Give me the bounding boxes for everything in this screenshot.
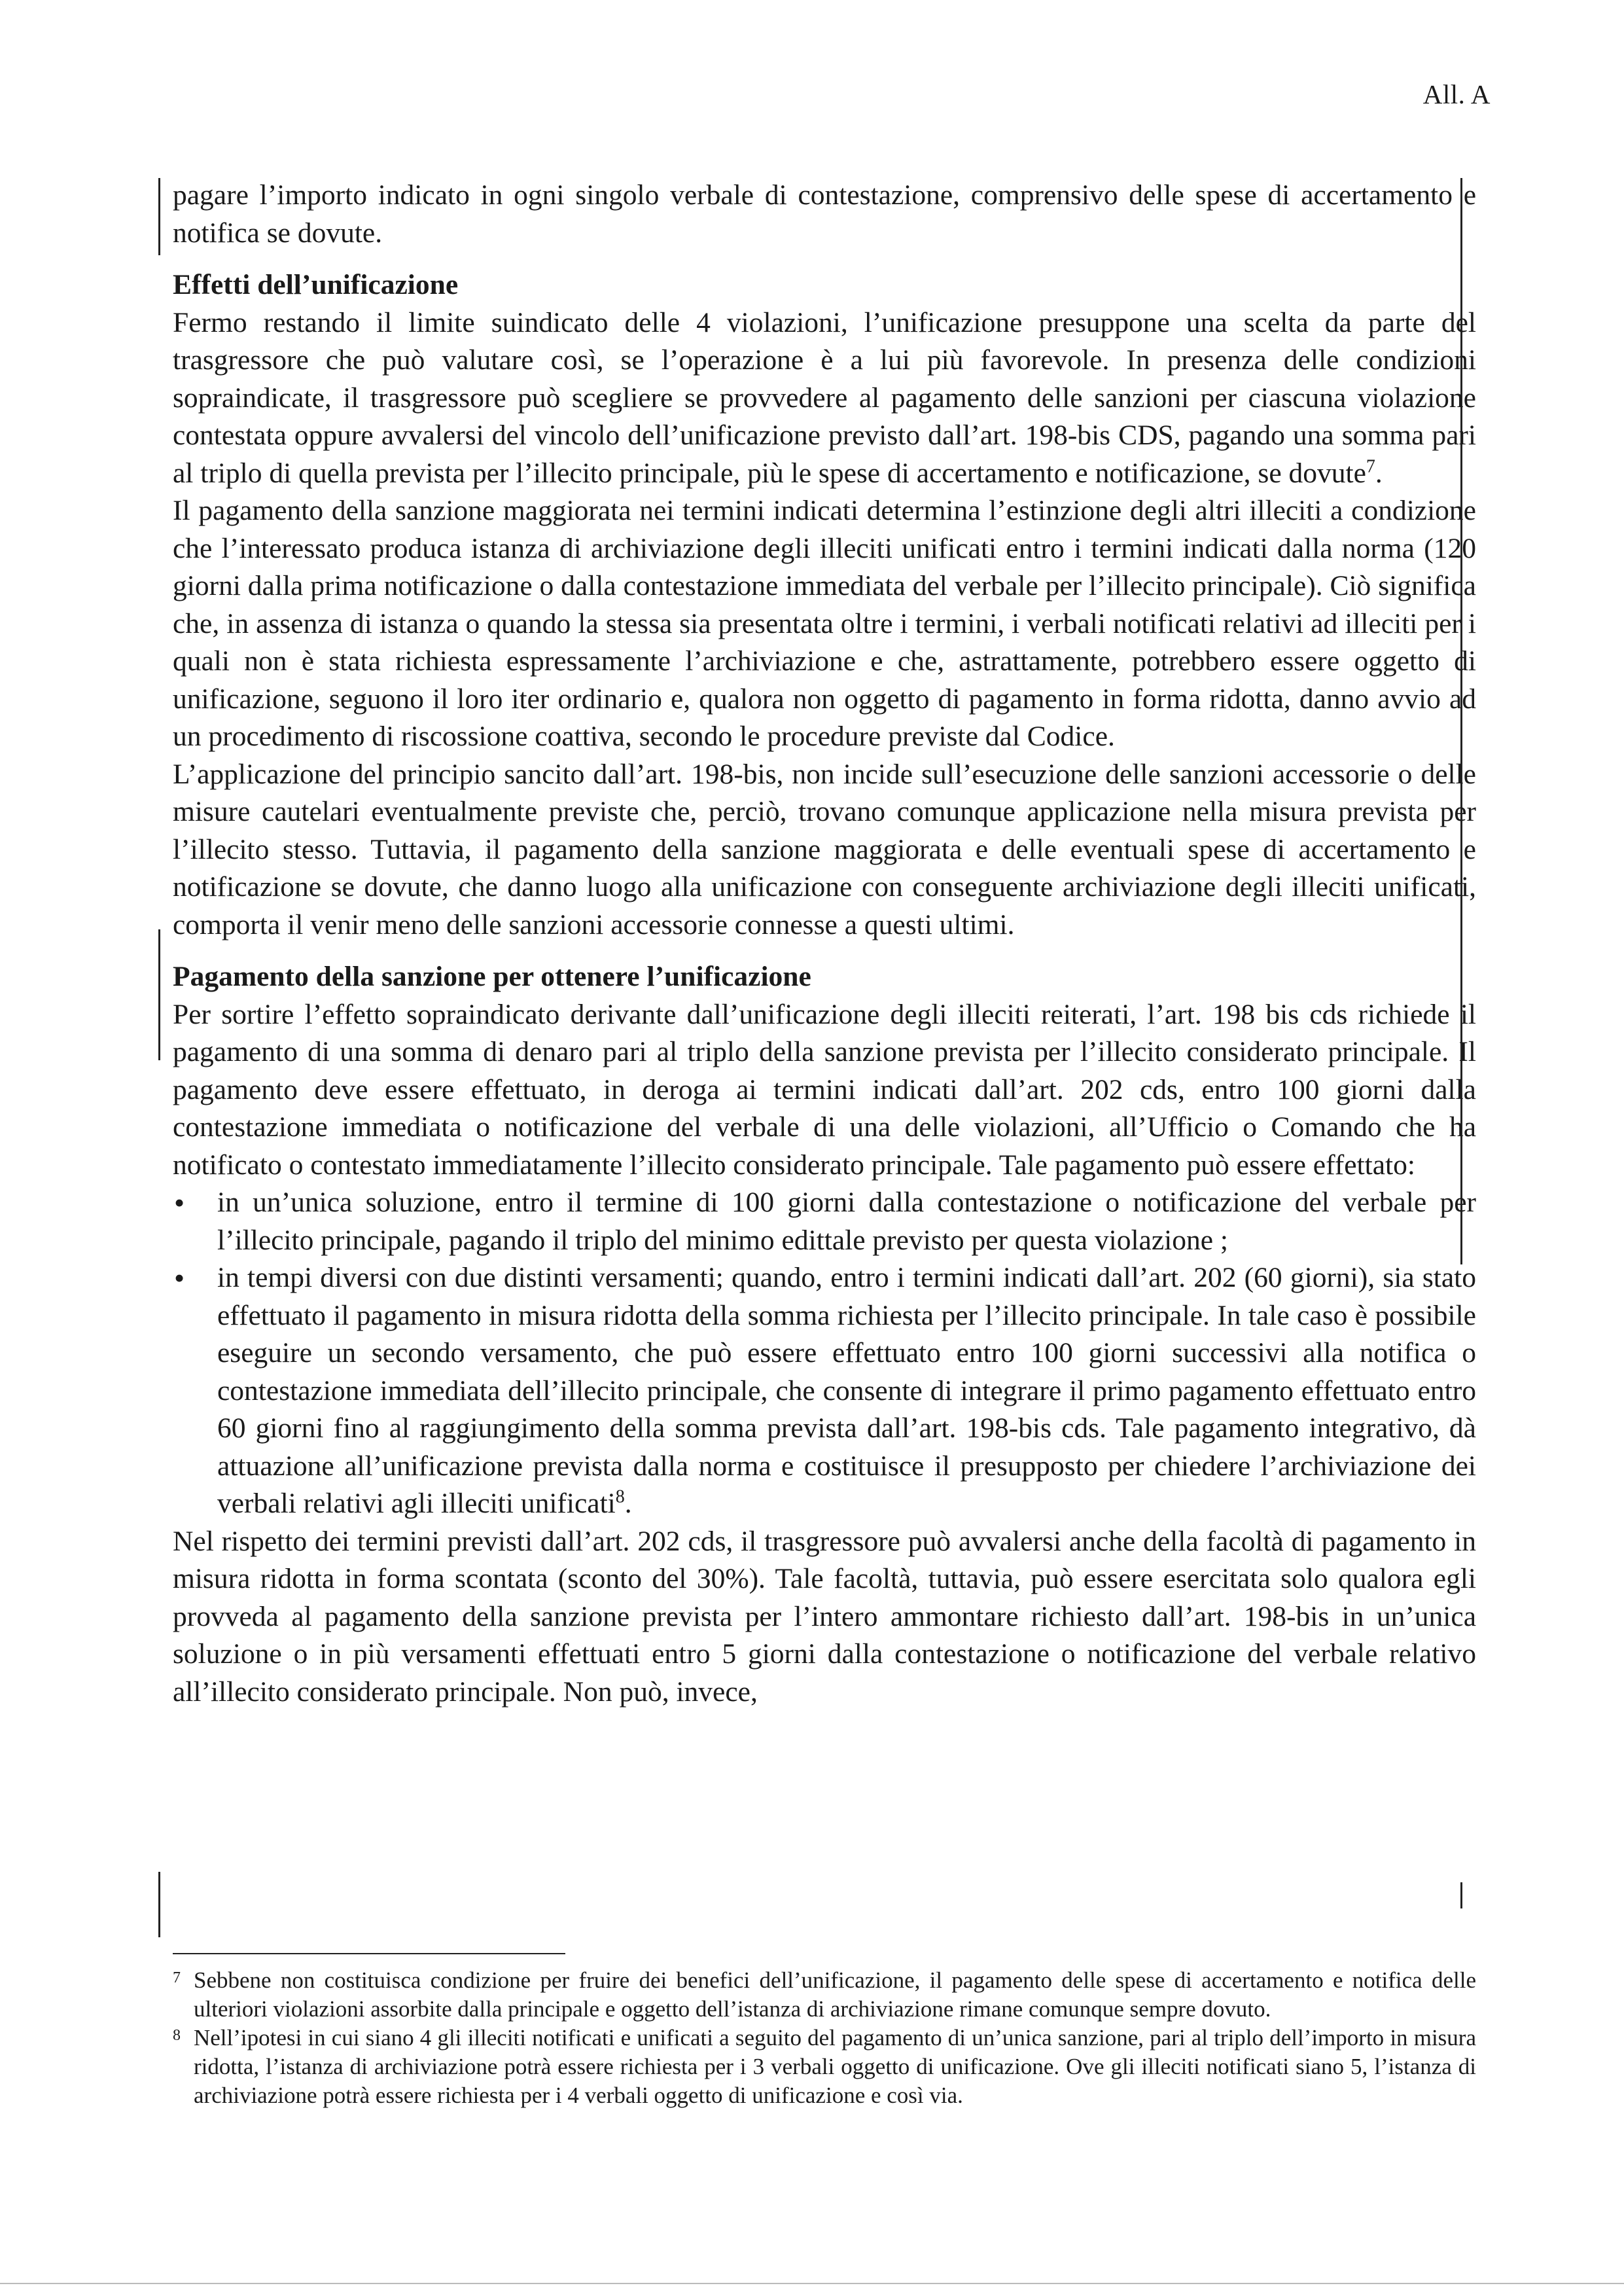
- footnote-ref-7[interactable]: 7: [1366, 456, 1375, 476]
- margin-bar-right: [1460, 1882, 1462, 1908]
- footnote-7: 7 Sebbene non costituisca condizione per fruire dei benefici dell’unificazione, il pagamento delle spese di accertamento e notifica delle ulteriori violazioni assorbite dalla principale e oggetto dell’istanza di archiviazione rimane comunque sempre dovuto.: [173, 1967, 1476, 2022]
- margin-bar-left: [158, 929, 160, 1060]
- document-body: [173, 177, 1476, 1711]
- page-header-label: All. A: [1422, 79, 1491, 109]
- paragraph: L’applicazione del principio sancito dall’art. 198-bis, non incide sull’esecuzione delle sanzioni accessorie o delle misure cautelari eventualmente previste che, perciò, trovano comunque applicazione nella misura prevista per l’illecito stesso. Tuttavia, il pagamento della sanzione maggiorata e delle eventuali spese di accertamento e notificazione se dovute, che danno luogo alla unificazione con conseguente archiviazione degli illeciti unificati, comporta il venir meno delle sanzioni accessorie connesse a questi ultimi.: [173, 758, 1476, 940]
- list-item: • in tempi diversi con due distinti versamenti; quando, entro i termini indicati dall’art. 202 (60 giorni), sia stato effettuato il pagamento in misura ridotta della somma richiesta per l’illecito principale. In tale caso è possibile eseguire un secondo versamento, che può essere effettuato entro 100 giorni successivi alla notifica o contestazione immediata dell’illecito principale, che consente di integrare il primo pagamento effettuato entro 60 giorni fino al raggiungimento della somma prevista dall’art. 198-bis cds. Tale pagamento integrativo, dà attuazione all’unificazione prevista dalla norma e costituisce il presupposto per chiedere l’archiviazione dei verbali relativi agli illeciti unificati$^8$.: [173, 1259, 1476, 1523]
- margin-bar-left: [158, 1872, 160, 1937]
- scan-edge-line: [0, 2283, 1624, 2284]
- footnote-ref-8[interactable]: 8: [615, 1486, 625, 1507]
- margin-bar-left: [158, 178, 160, 255]
- section-heading-pagamento: Pagamento della sanzione per ottenere l’unificazione: [173, 961, 811, 992]
- list-item: • in un’unica soluzione, entro il termine di 100 giorni dalla contestazione o notificazione del verbale per l’illecito principale, pagando il triplo del minimo edittale previsto per questa violazione ;: [173, 1184, 1476, 1259]
- footnotes: [173, 1966, 1476, 2110]
- footnote-separator: [173, 1953, 565, 1954]
- paragraph: Nel rispetto dei termini previsti dall’art. 202 cds, il trasgressore può avvalersi anche della facoltà di pagamento in misura ridotta in forma scontata (sconto del 30%). Tale facoltà, tuttavia, può essere esercitata solo qualora egli provveda al pagamento della sanzione prevista per l’intero ammontare richiesto dall’art. 198-bis in un’unica soluzione o in più versamenti effettuati entro 5 giorni dalla contestazione o notificazione del verbale relativo all’illecito considerato principale. Non può, invece,: [173, 1525, 1476, 1708]
- section-heading-effetti: Effetti dell’unificazione: [173, 269, 459, 300]
- paragraph: pagare l’importo indicato in ogni singolo verbale di contestazione, comprensivo delle spese di accertamento e notifica se dovute.: [173, 179, 1476, 249]
- paragraph: Fermo restando il limite suindicato delle 4 violazioni, l’unificazione presuppone una scelta da parte del trasgressore che può valutare così, se l’operazione è a lui più favorevole. In presenza delle condizioni sopraindicate, il trasgressore può scegliere se provvedere al pagamento delle sanzioni per ciascuna violazione contestata oppure avvalersi del vincolo dell’unificazione previsto dall’art. 198-bis CDS, pagando una somma pari al triplo di quella prevista per l’illecito principale, più le spese di accertamento e notificazione, se dovute$^7$.: [173, 306, 1476, 489]
- paragraph: Il pagamento della sanzione maggiorata nei termini indicati determina l’estinzione degli altri illeciti a condizione che l’interessato produca istanza di archiviazione degli illeciti unificati entro i termini indicati dalla norma (120 giorni dalla prima notificazione o dalla contestazione immediata del verbale per l’illecito principale). Ciò significa che, in assenza di istanza o quando la stessa sia presentata oltre i termini, i verbali notificati relativi ad illeciti per i quali non è stata richiesta espressamente l’archiviazione e che, astrattamente, potrebbero essere oggetto di unificazione, seguono il loro iter ordinario e, qualora non oggetto di pagamento in forma ridotta, danno avvio ad un procedimento di riscossione coattiva, secondo le procedure previste dal Codice.: [173, 495, 1476, 752]
- bullet-list: [173, 1184, 1476, 1523]
- paragraph: Per sortire l’effetto sopraindicato derivante dall’unificazione degli illeciti reiterati, l’art. 198 bis cds richiede il pagamento di una somma di denaro pari al triplo della sanzione prevista per l’illecito considerato principale. Il pagamento deve essere effettuato, in deroga ai termini indicati dall’art. 202 cds, entro 100 giorni dalla contestazione immediata o notificazione del verbale di una delle violazioni, all’Ufficio o Comando che ha notificato o contestato immediatamente l’illecito considerato principale. Tale pagamento può essere effettato:: [173, 998, 1476, 1181]
- footnote-8: 8 Nell’ipotesi in cui siano 4 gli illeciti notificati e unificati a seguito del pagamento di un’unica sanzione, pari al triplo dell’importo in misura ridotta, l’istanza di archiviazione potrà essere richiesta per i 3 verbali oggetto di unificazione. Ove gli illeciti notificati siano 5, l’istanza di archiviazione potrà essere richiesta per i 4 verbali oggetto di unificazione e così via.: [173, 2025, 1476, 2108]
